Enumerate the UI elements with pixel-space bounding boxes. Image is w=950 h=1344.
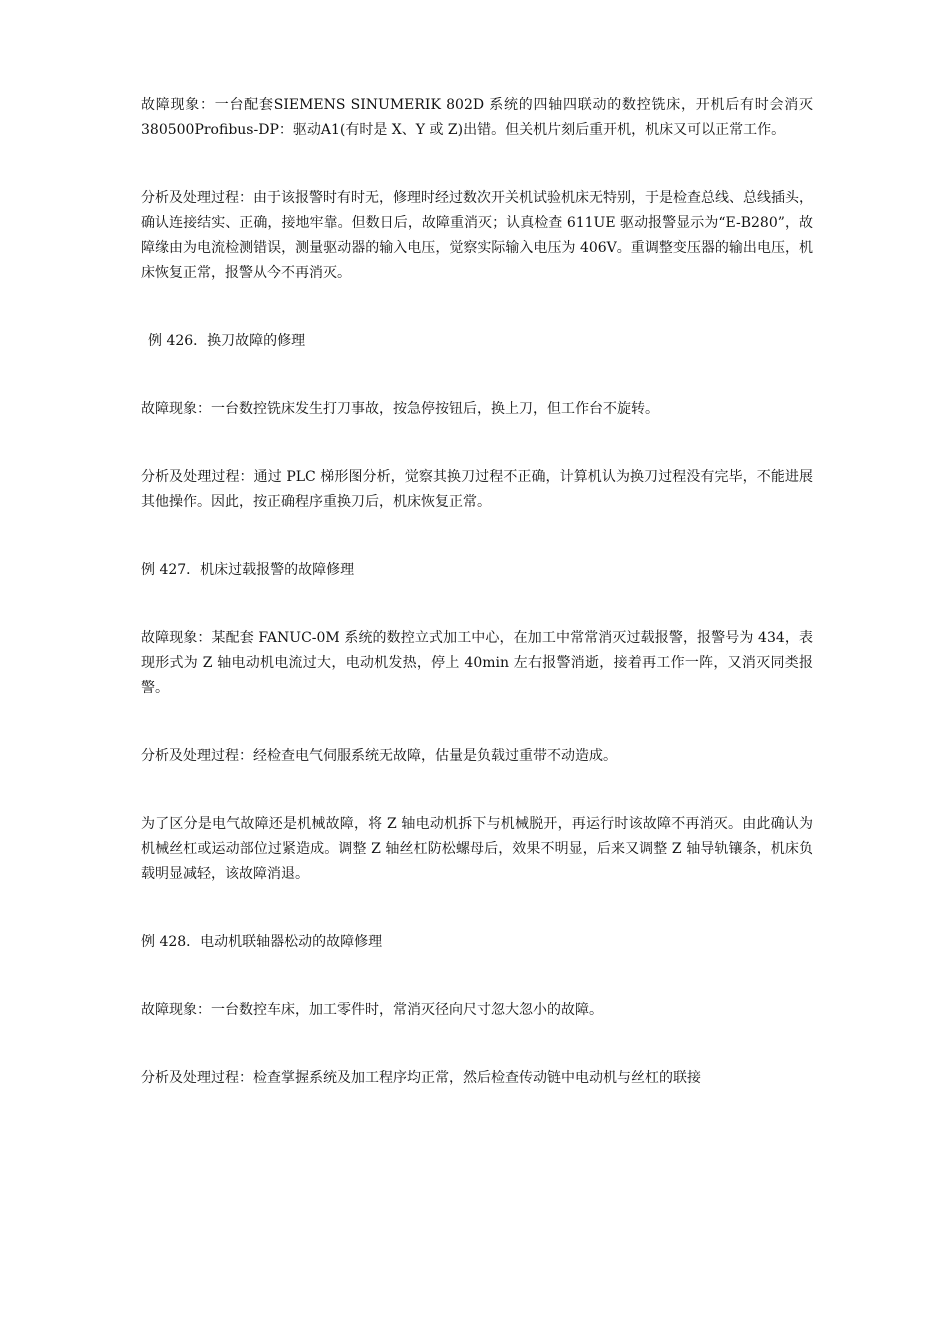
example-427-heading: 例 427．机床过载报警的故障修理 [141, 562, 355, 578]
analysis-paragraph: 分析及处理过程：由于该报警时有时无，修理时经过数次开关机试验机床无特别，于是检查总线、总线插头，确认连接结实、正确，接地牢靠。但数日后，故障重消灭；认真检查 611UE 驱动报警显示为“E-B280”，故障缘由为电流检测错误，测量驱动器的输入电压，觉察实际输入电压为 406V。重调整变压器的输出电压，机床恢复正常，报警从今不再消灭。 [141, 190, 813, 281]
analysis-paragraph: 分析及处理过程：经检查电气伺服系统无故障，估量是负载过重带不动造成。 [141, 748, 617, 764]
fault-symptom-paragraph: 故障现象：一台数控铣床发生打刀事故，按急停按钮后，换上刀，但工作台不旋转。 [141, 401, 659, 417]
fault-symptom-paragraph: 故障现象：一台配套SIEMENS SINUMERIK 802D 系统的四轴四联动的数控铣床，开机后有时会消灭 380500Profibus-DP：驱动A1(有时是 X、Y 或 Z)出错。但关机片刻后重开机，机床又可以正常工作。 [141, 97, 813, 138]
analysis-paragraph: 分析及处理过程：检查掌握系统及加工程序均正常，然后检查传动链中电动机与丝杠的联接 [141, 1070, 701, 1086]
analysis-paragraph: 分析及处理过程：通过 PLC 梯形图分析，觉察其换刀过程不正确，计算机认为换刀过程没有完毕，不能进展其他操作。因此，按正确程序重换刀后，机床恢复正常。 [141, 469, 813, 510]
example-426-heading: 例 426．换刀故障的修理 [148, 333, 306, 349]
example-428-heading: 例 428．电动机联轴器松动的故障修理 [141, 934, 383, 950]
fault-symptom-paragraph: 故障现象：某配套 FANUC-0M 系统的数控立式加工中心，在加工中常常消灭过载报警，报警号为 434，表现形式为 Z 轴电动机电流过大，电动机发热，停上 40min 左右报警消逝，接着再工作一阵，又消灭同类报警。 [141, 630, 813, 696]
fault-symptom-paragraph: 故障现象：一台数控车床，加工零件时，常消灭径向尺寸忽大忽小的故障。 [141, 1002, 603, 1018]
body-paragraph: 为了区分是电气故障还是机械故障，将 Z 轴电动机拆下与机械脱开，再运行时该故障不再消灭。由此确认为机械丝杠或运动部位过紧造成。调整 Z 轴丝杠防松螺母后，效果不明显，后来又调整 Z 轴导轨镶条，机床负载明显减轻，该故障消退。 [141, 816, 813, 882]
document-body [141, 93, 813, 1134]
